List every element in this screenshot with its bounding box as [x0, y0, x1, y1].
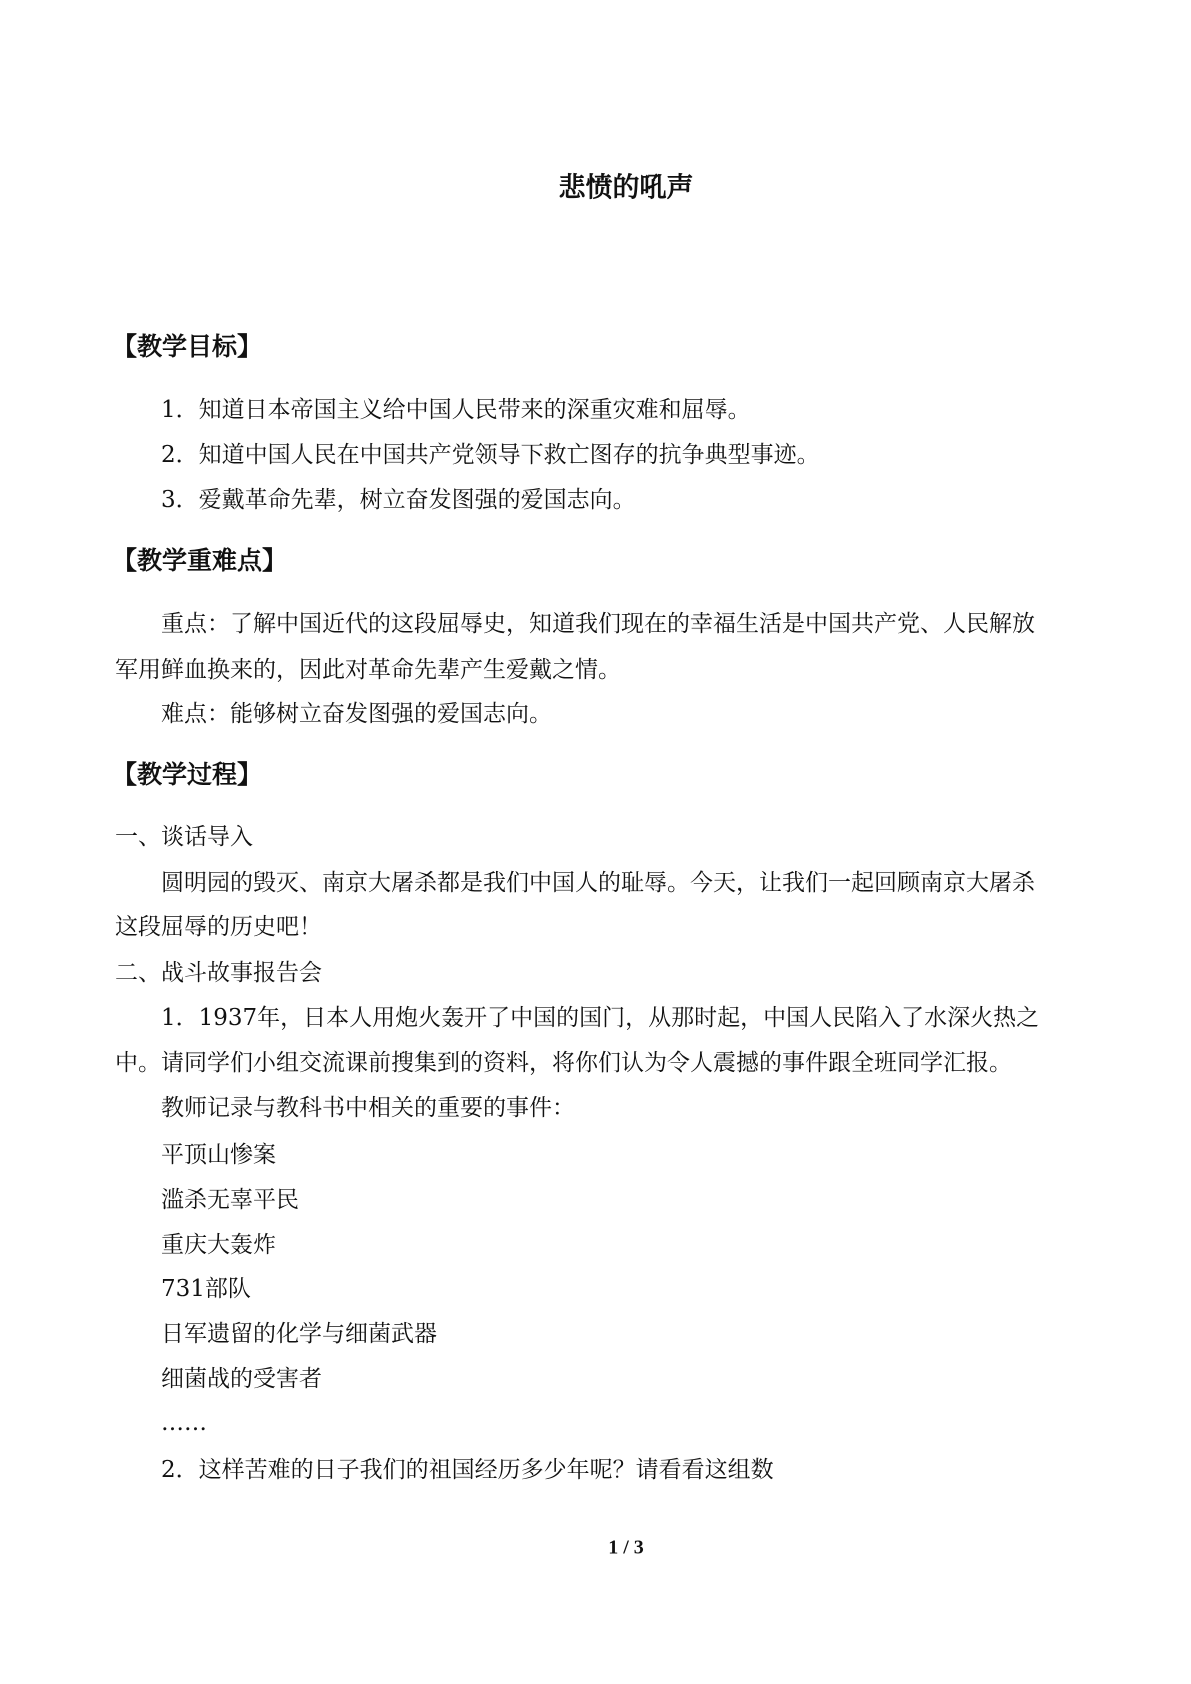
event-item: 细菌战的受害者 [161, 1366, 322, 1392]
part1-title: 一、谈话导入 [115, 824, 253, 850]
section-heading-process: 【教学过程】 [112, 760, 263, 789]
event-item: 日军遗留的化学与细菌武器 [161, 1321, 437, 1347]
paragraph-line: 2．这样苦难的日子我们的祖国经历多少年呢？请看看这组数 [161, 1457, 774, 1483]
document-title: 悲愤的吼声 [558, 172, 694, 204]
part2-title: 二、战斗故事报告会 [115, 960, 322, 986]
section-heading-goals: 【教学目标】 [112, 332, 263, 361]
goal-item: 2．知道中国人民在中国共产党领导下救亡图存的抗争典型事迹。 [161, 442, 820, 468]
paragraph-line: 教师记录与教科书中相关的重要的事件： [161, 1095, 575, 1121]
event-item: 重庆大轰炸 [161, 1232, 276, 1258]
difficulty-line: 难点：能够树立奋发图强的爱国志向。 [161, 701, 552, 727]
event-item: 平顶山惨案 [161, 1142, 276, 1168]
focus-line: 军用鲜血换来的，因此对革命先辈产生爱戴之情。 [115, 657, 621, 683]
event-item: 731部队 [161, 1276, 251, 1302]
event-ellipsis: …… [161, 1410, 207, 1436]
paragraph-line: 这段屈辱的历史吧！ [115, 914, 322, 940]
goal-item: 1．知道日本帝国主义给中国人民带来的深重灾难和屈辱。 [161, 397, 751, 423]
page-number: 1 / 3 [608, 1536, 644, 1559]
focus-line: 重点：了解中国近代的这段屈辱史，知道我们现在的幸福生活是中国共产党、人民解放 [161, 611, 1035, 637]
paragraph-line: 中。请同学们小组交流课前搜集到的资料，将你们认为令人震撼的事件跟全班同学汇报。 [115, 1050, 1012, 1076]
paragraph-line: 1．1937年，日本人用炮火轰开了中国的国门，从那时起，中国人民陷入了水深火热之 [161, 1005, 1040, 1031]
section-heading-key-points: 【教学重难点】 [112, 546, 288, 575]
paragraph-line: 圆明园的毁灭、南京大屠杀都是我们中国人的耻辱。今天，让我们一起回顾南京大屠杀 [161, 870, 1035, 896]
goal-item: 3．爱戴革命先辈，树立奋发图强的爱国志向。 [161, 487, 636, 513]
event-item: 滥杀无辜平民 [161, 1187, 299, 1213]
